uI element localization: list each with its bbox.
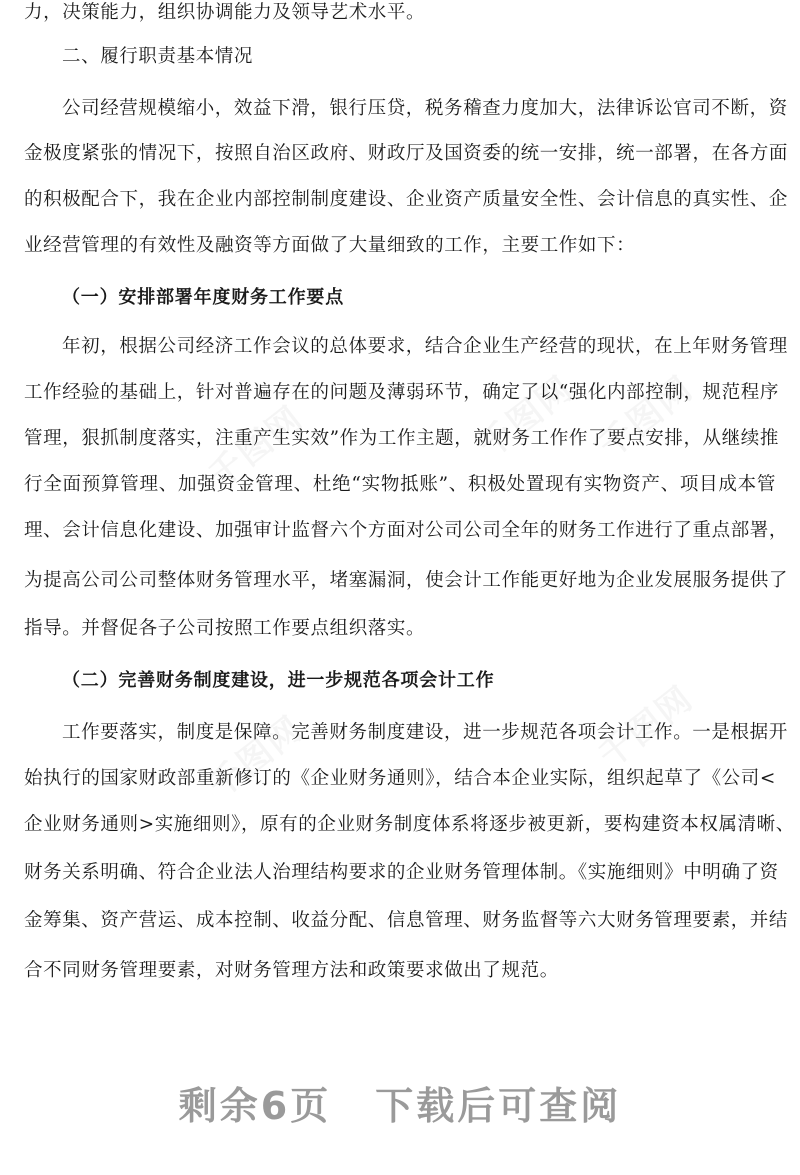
section-heading: 二、履行职责基本情况 — [62, 46, 254, 67]
paragraph-line: 公司经营规模缩小，效益下滑，银行压贷，税务稽查力度加大，法律诉讼官司不断，资 — [62, 98, 788, 119]
paragraph-line: 金筹集、资产营运、成本控制、收益分配、信息管理、财务监督等六大财务管理要素，并结 — [24, 910, 789, 931]
subsection-heading: （一）安排部署年度财务工作要点 — [62, 287, 344, 308]
watermark-logo: 千图网 — [591, 368, 702, 467]
watermark-logo: 千图网 — [201, 398, 312, 497]
download-to-view-label: 下载后可查阅 — [375, 1084, 622, 1128]
paragraph-line: 的积极配合下，我在企业内部控制制度建设、企业资产质量安全性、会计信息的真实性、企 — [24, 189, 789, 210]
paragraph-line: 工作要落实，制度是保障。完善财务制度建设，进一步规范各项会计工作。一是根据开 — [62, 722, 788, 743]
paragraph-line: 为提高公司公司整体财务管理水平，堵塞漏洞，使会计工作能更好地为企业发展服务提供了 — [24, 570, 789, 591]
watermark-logo: 千图网 — [471, 368, 582, 467]
paragraph-line: 行全面预算管理、加强资金管理、杜绝“实物抵账”、积极处置现有实物资产、项目成本管 — [24, 474, 776, 495]
paragraph-line: 年初，根据公司经济工作会议的总体要求，结合企业生产经营的现状，在上年财务管理 — [62, 336, 788, 357]
paragraph-line: 金极度紧张的情况下，按照自治区政府、财政厅及国资委的统一安排，统一部署，在各方面 — [24, 143, 789, 164]
paragraph-line: 理、会计信息化建设、加强审计监督六个方面对公司公司全年的财务工作进行了重点部署， — [24, 520, 789, 541]
paragraph-line: 管理，狠抓制度落实，注重产生实效”作为工作主题，就财务工作作了要点安排，从继续推 — [24, 428, 779, 449]
remaining-pages-label: 剩余6页 — [178, 1084, 332, 1128]
watermark-logo: 千图网 — [201, 708, 312, 807]
paragraph-line: 指导。并督促各子公司按照工作要点组织落实。 — [24, 618, 426, 639]
paragraph-line: 合不同财务管理要素，对财务管理方法和政策要求做出了规范。 — [24, 960, 559, 981]
watermark-logo: 千图网 — [591, 678, 702, 777]
subsection-heading: （二）完善财务制度建设，进一步规范各项会计工作 — [62, 670, 495, 691]
download-prompt[interactable] — [0, 1075, 800, 1130]
paragraph-line: 业经营管理的有效性及融资等方面做了大量细致的工作，主要工作如下： — [24, 235, 636, 256]
paragraph-line: 始执行的国家财政部重新修订的《企业财务通则》，结合本企业实际，组织起草了《公司< — [24, 768, 776, 789]
text-line: 力，决策能力，组织协调能力及领导艺术水平。 — [24, 2, 426, 23]
paragraph-line: 财务关系明确、符合企业法人治理结构要求的企业财务管理体制。《实施细则》中明确了资 — [24, 862, 779, 883]
paragraph-line: 企业财务通则>实施细则》，原有的企业财务制度体系将逐步被更新，要构建资本权属清晰、 — [24, 814, 795, 835]
paragraph-line: 工作经验的基础上，针对普遍存在的问题及薄弱环节，确定了以“强化内部控制，规范程序 — [24, 382, 779, 403]
